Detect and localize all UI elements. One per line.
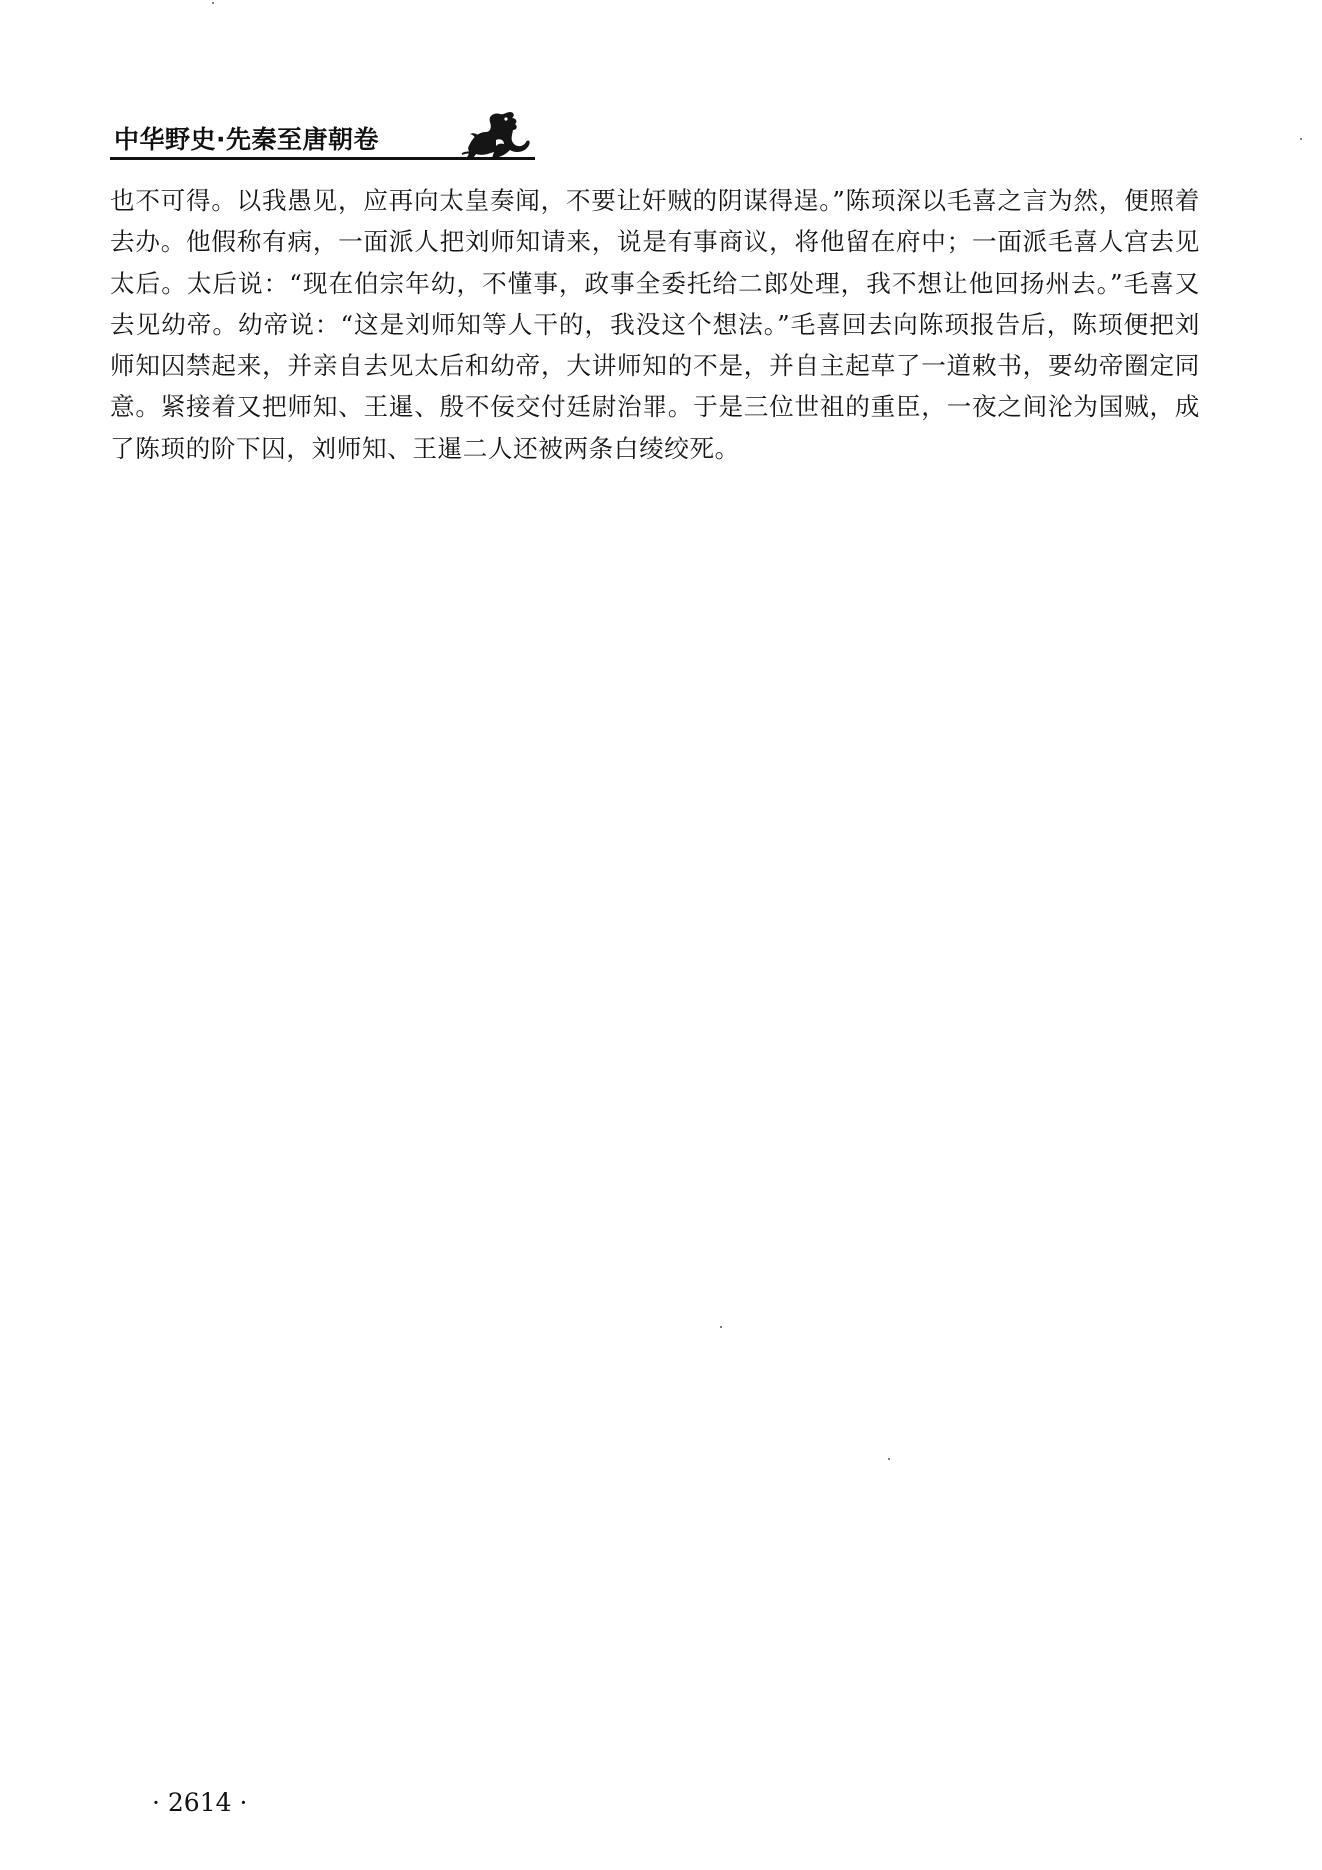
scan-speck <box>212 2 214 4</box>
header-rule <box>110 157 535 160</box>
body-paragraph: 也不可得。以我愚见，应再向太皇奏闻，不要让奸贼的阴谋得逞。”陈顼深以毛喜之言为然，便照着去办。他假称有病，一面派人把刘师知请来，说是有事商议，将他留在府中；一面派毛喜人宫去见太后。太后说：“现在伯宗年幼，不懂事，政事全委托给二郎处理，我不想让他回扬州去。”毛喜又去见幼帝。幼帝说：“这是刘师知等人干的，我没这个想法。”毛喜回去向陈顼报告后，陈顼便把刘师知囚禁起来，并亲自去见太后和幼帝，大讲师知的不是，并自主起草了一道敕书，要幼帝圈定同意。紧接着又把师知、王暹、殷不佞交付廷尉治罪。于是三位世祖的重臣，一夜之间沦为国贼，成了陈顼的阶下囚，刘师知、王暹二人还被两条白绫绞死。 <box>110 186 1200 463</box>
scan-speck <box>888 1458 890 1460</box>
book-title: 中华野史·先秦至唐朝卷 <box>114 125 379 154</box>
scan-speck <box>1300 138 1302 140</box>
dragon-emblem-icon <box>460 108 532 162</box>
page-number: · 2614 · <box>152 1788 248 1817</box>
scan-speck <box>720 1326 722 1328</box>
running-header <box>110 108 535 158</box>
